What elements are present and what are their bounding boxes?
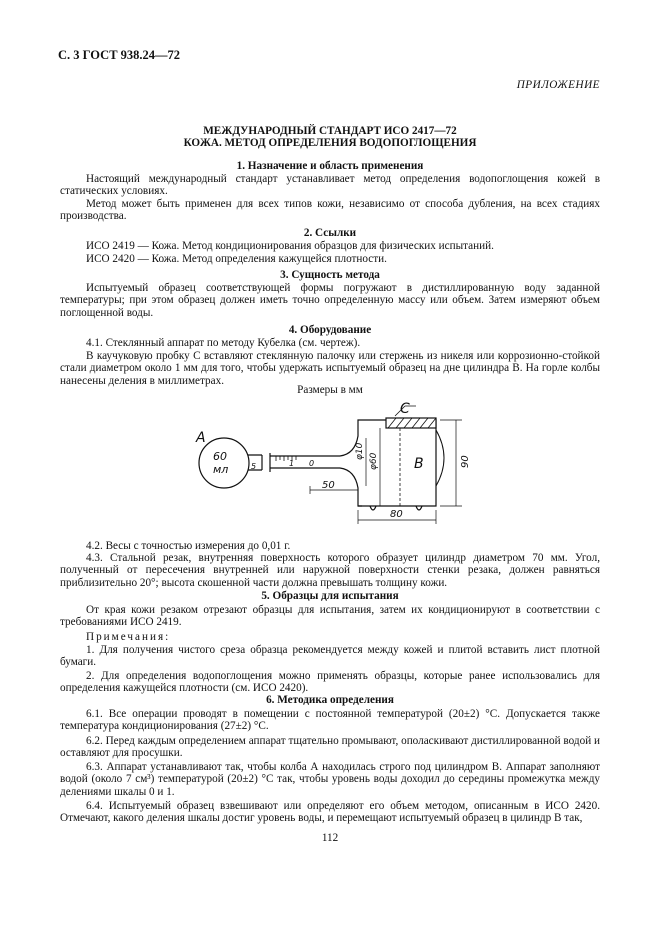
- section-6-paragraph-1: 6.1. Все операции проводят в помещении с постоянной температурой (20±2) °С. Допускается также температура кондиционирования (27±2) °С.: [60, 708, 600, 733]
- cylinder-bottom-wall-left: [340, 468, 362, 506]
- dim-50: 50: [322, 480, 335, 491]
- scale-mark-0: 0: [309, 459, 315, 468]
- dim-phi60: φ60: [369, 452, 379, 470]
- section-1-paragraph-2: Метод может быть применен для всех типов кожи, независимо от способа дубления, на всех стадиях производства.: [60, 198, 600, 223]
- flask-volume-unit: мл: [213, 463, 229, 476]
- dim-5: 5: [251, 462, 257, 471]
- page-number: 112: [321, 832, 339, 844]
- section-6-paragraph-3: 6.3. Аппарат устанавливают так, чтобы колба А находилась строго под цилиндром В. Аппарат заполняют водой (около 7 см³) температурой (20±2) °С так, чтобы уровень воды доходил до середины промежутка между делениями шкалы 0 и 1.: [60, 761, 600, 798]
- label-cylinder-b: В: [414, 456, 424, 472]
- section-1-heading: 1. Назначение и область применения: [236, 160, 424, 172]
- section-2-paragraph-1: ИСО 2419 — Кожа. Метод кондиционирования образцов для физических испытаний.: [86, 240, 494, 252]
- dim-phi10: φ10: [355, 442, 365, 460]
- dim-90: 90: [460, 455, 471, 468]
- dim-80: 80: [390, 509, 403, 520]
- section-4-paragraph-4: 4.3. Стальной резак, внутренняя поверхность которого образует цилиндр диаметром 70 мм. Угол, полученный от пересечения внутренней или наружной поверхности стенки резака, должен равняться приблизительно 20°; высота скошенной части должна превышать толщину кожи.: [60, 552, 600, 589]
- section-1-paragraph-1: Настоящий международный стандарт устанавливает метод определения водопоглощения кожей в статических условиях.: [60, 173, 600, 198]
- appendix-label: ПРИЛОЖЕНИЕ: [516, 79, 600, 91]
- section-4-heading: 4. Оборудование: [288, 324, 372, 336]
- section-4-paragraph-2: В каучуковую пробку С вставляют стеклянную палочку или стержень из никеля или коррозионно-стойкой стали диаметром около 1 мм для того, чтобы удержать испытуемый образец на дне цилиндра В. На горле колбы нанесены деления в миллиметрах.: [60, 350, 600, 387]
- note-1: 1. Для получения чистого среза образца рекомендуется между кожей и плитой вставить лист плотной бумаги.: [60, 644, 600, 669]
- section-2-paragraph-2: ИСО 2420 — Кожа. Метод определения кажущейся плотности.: [86, 253, 387, 265]
- flask-volume-number: 60: [213, 450, 227, 463]
- section-4-paragraph-1: 4.1. Стеклянный аппарат по методу Кубелка (см. чертеж).: [86, 337, 361, 349]
- section-2-heading: 2. Ссылки: [303, 227, 357, 239]
- kubelka-apparatus-diagram: [190, 398, 480, 538]
- scale-mark-1: 1: [289, 459, 295, 468]
- document-title-line2: КОЖА. МЕТОД ОПРЕДЕЛЕНИЯ ВОДОПОГЛОЩЕНИЯ: [183, 137, 477, 149]
- tube-joint: [262, 453, 270, 472]
- dimensions-caption: Размеры в мм: [297, 384, 363, 396]
- graduated-tube: [270, 456, 340, 468]
- section-6-heading: 6. Методика определения: [266, 694, 394, 706]
- note-2: 2. Для определения водопоглощения можно применять образцы, которые ранее использовались для определения кажущейся плотности (см. ИСО 2420).: [60, 670, 600, 695]
- section-5-heading: 5. Образцы для испытания: [261, 590, 399, 602]
- section-6-paragraph-4: 6.4. Испытуемый образец взвешивают или определяют его объем методом, описанным в ИСО 2420. Отмечают, какого деления шкалы достиг уровень воды, и перемещают испытуемый образец в цилиндр В так,: [60, 800, 600, 825]
- cylinder-right-bulge: [436, 430, 444, 486]
- section-4-paragraph-3: 4.2. Весы с точностью измерения до 0,01 г.: [86, 540, 291, 552]
- section-3-paragraph-1: Испытуемый образец соответствующей формы погружают в дистиллированную воду заданной температуры; при этом образец должен иметь точно определенную массу или объем. Затем измеряют объем поглощенной воды.: [60, 282, 600, 319]
- label-flask-a: А: [196, 430, 206, 446]
- section-3-heading: 3. Сущность метода: [280, 269, 380, 281]
- section-5-paragraph-1: От края кожи резаком отрезают образцы для испытания, затем их кондиционируют в соответствии с требованиями ИСО 2419.: [60, 604, 600, 629]
- standard-reference: С. 3 ГОСТ 938.24—72: [58, 48, 181, 62]
- label-stopper-c: С: [400, 401, 410, 417]
- notes-label: Примечания:: [86, 631, 171, 643]
- section-6-paragraph-2: 6.2. Перед каждым определением аппарат тщательно промывают, ополаскивают дистиллированной водой и оставляют для просушки.: [60, 735, 600, 760]
- document-title-line1: МЕЖДУНАРОДНЫЙ СТАНДАРТ ИСО 2417—72: [203, 125, 457, 137]
